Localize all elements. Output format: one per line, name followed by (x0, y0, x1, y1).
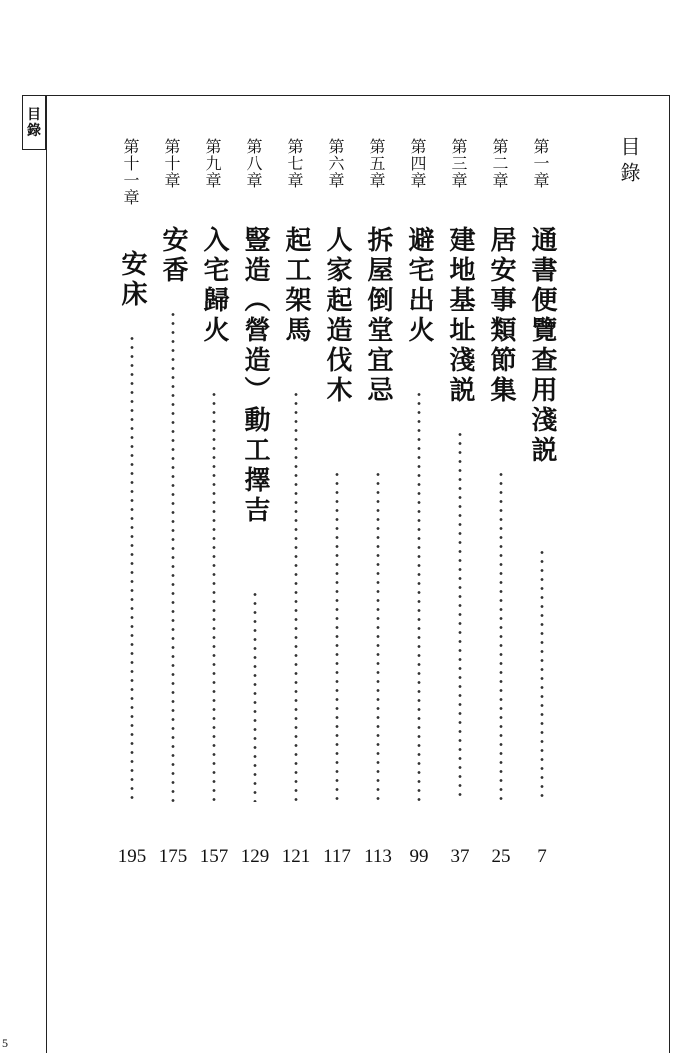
chapter-label: 第三章 (449, 138, 468, 189)
dot-leader (415, 390, 423, 802)
chapter-page: 195 (117, 846, 147, 867)
dot-leader (538, 548, 546, 802)
chapter-label: 第九章 (203, 138, 222, 189)
dot-leader (333, 470, 341, 802)
toc-entry (235, 138, 275, 867)
chapter-page: 99 (409, 846, 429, 867)
toc-entry (153, 138, 193, 867)
side-tab-char-1: 目 (27, 106, 41, 123)
chapter-label: 第八章 (244, 138, 263, 189)
dot-leader (374, 470, 382, 802)
chapter-label: 第七章 (285, 138, 304, 189)
chapter-page: 175 (158, 846, 188, 867)
toc-heading: 目錄 (617, 136, 641, 188)
chapter-page: 37 (450, 846, 470, 867)
chapter-title: 人家起造伐木 (322, 226, 352, 406)
chapter-label: 第十一章 (121, 138, 140, 206)
side-tab (22, 95, 46, 150)
dot-leader (169, 310, 177, 802)
toc-entry (481, 138, 521, 867)
dot-leader (128, 334, 136, 802)
chapter-page: 129 (240, 846, 270, 867)
chapter-label: 第二章 (490, 138, 509, 189)
chapter-title: 安床 (117, 250, 147, 310)
dot-leader (251, 590, 259, 802)
dot-leader (210, 390, 218, 802)
chapter-page: 113 (364, 846, 392, 867)
chapter-label: 第六章 (326, 138, 345, 189)
chapter-label: 第五章 (367, 138, 386, 189)
toc-entry (358, 138, 398, 867)
toc-entry (399, 138, 439, 867)
toc-entry (522, 138, 562, 867)
dot-leader (497, 470, 505, 802)
toc-entry (112, 138, 152, 867)
chapter-label: 第十章 (162, 138, 181, 189)
toc-entry (440, 138, 480, 867)
chapter-page: 117 (323, 846, 351, 867)
page-number: 5 (2, 1036, 8, 1050)
chapter-title: 安香 (158, 226, 188, 286)
dot-leader (292, 390, 300, 802)
chapter-page: 157 (199, 846, 229, 867)
chapter-label: 第一章 (531, 138, 550, 189)
chapter-title: 起工架馬 (281, 226, 311, 346)
chapter-title: 通書便覽查用淺説 (527, 226, 557, 466)
chapter-label: 第四章 (408, 138, 427, 189)
chapter-title: 居安事類節集 (486, 226, 516, 406)
toc-entry (317, 138, 357, 867)
chapter-page: 121 (281, 846, 311, 867)
chapter-title: 豎造︵營造︶動工擇吉 (240, 226, 270, 526)
chapter-page: 7 (537, 846, 547, 867)
dot-leader (456, 430, 464, 802)
chapter-title: 避宅出火 (404, 226, 434, 346)
chapter-title: 入宅歸火 (199, 226, 229, 346)
toc-entry (194, 138, 234, 867)
toc-entry (276, 138, 316, 867)
chapter-page: 25 (491, 846, 511, 867)
chapter-title: 建地基址淺説 (445, 226, 475, 406)
chapter-title: 拆屋倒堂宜忌 (363, 226, 393, 406)
side-tab-char-2: 錄 (27, 122, 41, 139)
